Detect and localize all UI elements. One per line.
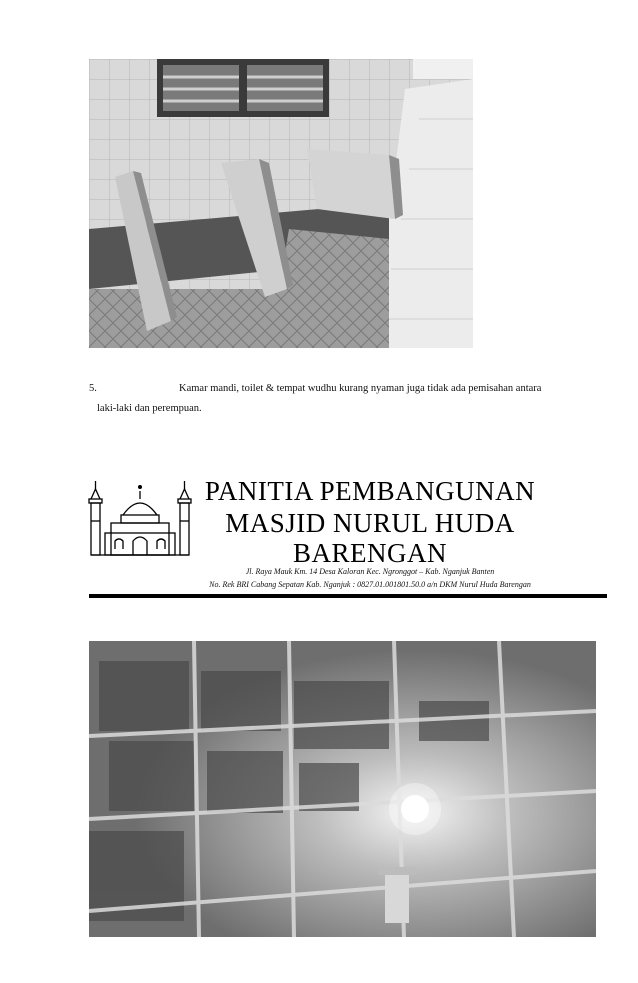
bathroom-photo-image bbox=[89, 59, 473, 348]
letterhead-title-line2: MASJID NURUL HUDA bbox=[225, 508, 515, 538]
bathroom-photo bbox=[89, 59, 473, 348]
letterhead-divider bbox=[89, 594, 607, 598]
letterhead-bank-account: No. Rek BRI Cabang Sepatan Kab. Nganjuk : 0827.01.001801.50.0 a/n DKM Nurul Huda Barengan bbox=[209, 580, 531, 589]
mosque-icon bbox=[87, 477, 193, 557]
letterhead-address: Jl. Raya Mauk Km. 14 Desa Kaloran Kec. Ngronggot – Kab. Nganjuk Banten bbox=[245, 567, 495, 576]
list-item-text-line1: Kamar mandi, toilet & tempat wudhu kurang nyaman juga tidak ada pemisahan antara bbox=[179, 383, 542, 394]
list-item-number: 5. bbox=[89, 383, 97, 394]
list-item-text-line2: laki-laki dan perempuan. bbox=[97, 403, 202, 414]
ceiling-photo-image bbox=[89, 641, 596, 937]
letterhead-title-line1: PANITIA PEMBANGUNAN bbox=[204, 476, 536, 506]
ceiling-photo bbox=[89, 641, 596, 937]
letterhead-title-line3: BARENGAN bbox=[292, 538, 447, 568]
